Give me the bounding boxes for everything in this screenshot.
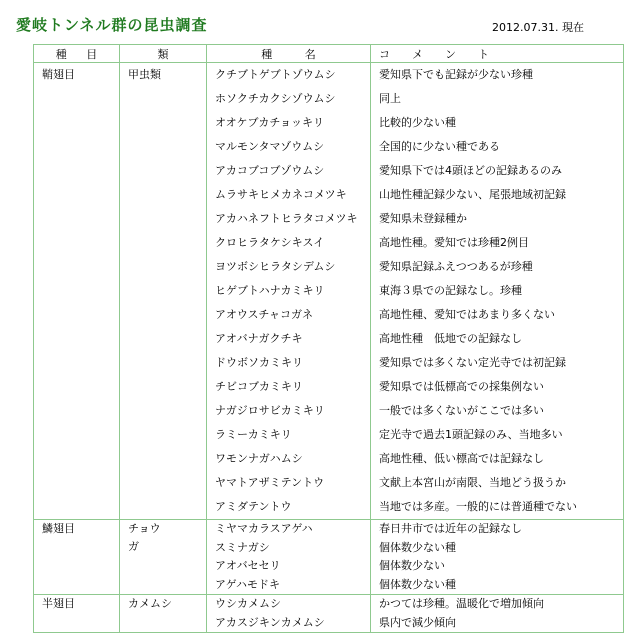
date-stamp: 2012.07.31. 現在 [492,21,584,34]
species-comment: 一般では多くないがここでは多い [379,404,544,417]
species-comment: 高地性種、愛知ではあまり多くない [379,308,555,321]
header-comment-char: ン [445,47,456,61]
species-comment: 定光寺で過去1頭記録のみ、当地多い [379,428,563,441]
comment-cell [371,520,624,595]
table-group-row [34,520,624,595]
species-cell [207,595,371,633]
header-comment-char: メ [412,47,423,61]
table-group-row [34,595,624,633]
species-comment: 愛知県未登録種か [379,212,467,225]
species-name: クロヒラタケシキスイ [215,236,325,249]
species-name: アミダテントウ [215,500,292,513]
insect-survey-table [33,44,624,633]
species-comment: 愛知県では低標高での採集例ない [379,380,544,393]
species-name: アオウスチャコガネ [215,308,314,321]
type-label: ガ [128,539,139,553]
table-group-row [34,63,624,520]
order-cell [34,595,120,633]
species-comment: 個体数少ない種 [379,540,456,554]
species-comment: 文献上本宮山が南限、当地どう扱うか [379,476,566,489]
header-comment [371,45,624,63]
order-label: 半翅目 [42,597,75,610]
species-comment: 同上 [379,92,401,105]
species-comment: 高地性種 低地での記録なし [379,332,522,345]
header-species-char: 種 [261,47,273,61]
species-name: アカコブコブゾウムシ [215,164,325,177]
species-name: クチブトゲブトゾウムシ [215,68,336,81]
species-name: ウシカメムシ [215,597,281,610]
header-species [207,45,371,63]
species-name: ワモンナガハムシ [215,452,303,465]
type-cell [120,63,207,520]
species-name: ナガジロサビカミキリ [215,404,325,417]
header-type [120,45,207,63]
species-comment: 愛知県下では4頭ほどの記録あるのみ [379,164,562,177]
species-name: アゲハモドキ [215,577,281,591]
header-type-char: 類 [157,47,169,61]
header-order [34,45,120,63]
species-comment: 春日井市では近年の記録なし [379,522,522,535]
species-comment: 愛知県下でも記録が少ない珍種 [379,68,533,81]
species-comment: 全国的に少ない種である [379,140,500,153]
species-name: チビコブカミキリ [215,380,303,393]
species-name: ラミーカミキリ [215,428,292,441]
species-cell [207,520,371,595]
order-cell [34,520,120,595]
species-comment: 高地性種、低い標高では記録なし [379,452,544,465]
species-comment: 東海３県での記録なし。珍種 [379,284,522,297]
species-cell [207,63,371,520]
species-name: ヒゲブトハナカミキリ [215,284,325,297]
header-comment-char: コ [379,47,390,61]
species-name: ヨツボシヒラタシデムシ [215,260,336,273]
type-label: チョウ [128,522,161,535]
header-comment-char: ト [478,47,489,61]
header-order-char: 種 [55,47,67,61]
header-row [34,45,624,63]
type-cell [120,520,207,595]
species-comment: 個体数少ない種 [379,577,456,591]
species-comment: 愛知県では多くない定光寺では初記録 [379,356,566,369]
species-name: アカスジキンカメムシ [215,615,325,629]
order-label: 鱗翅目 [42,522,75,535]
species-comment: かつては珍種。温暖化で増加傾向 [379,597,544,610]
species-name: ムラサキヒメカネコメツキ [215,188,347,201]
species-name: アカハネフトヒラタコメツキ [215,212,358,225]
species-name: オオケブカチョッキリ [215,116,325,129]
header-species-char: 名 [304,47,316,61]
order-label: 鞘翅目 [42,68,75,81]
species-comment: 当地では多産。一般的には普通種でない [379,500,577,513]
species-name: アオバナガクチキ [215,332,303,345]
species-name: ミヤマカラスアゲハ [215,522,313,535]
type-cell [120,595,207,633]
header-order-char: 目 [86,47,98,61]
species-name: マルモンタマゾウムシ [215,140,325,153]
order-cell [34,63,120,520]
species-name: アオバセセリ [215,559,281,572]
page-title: 愛岐トンネル群の昆虫調査 [16,16,208,34]
species-comment: 愛知県記録ふえつつあるが珍種 [379,260,533,273]
species-name: ヤマトアザミテントウ [215,476,325,489]
species-comment: 個体数少ない [379,559,445,572]
type-label: カメムシ [128,597,172,610]
comment-cell [371,595,624,633]
species-comment: 高地性種。愛知では珍種2例目 [379,236,529,249]
species-name: スミナガシ [215,540,270,554]
species-comment: 比較的少ない種 [379,116,456,129]
species-comment: 山地性種記録少ない、尾張地域初記録 [379,188,566,201]
species-name: ドウボソカミキリ [215,356,303,369]
comment-cell [371,63,624,520]
species-comment: 県内で減少傾向 [379,615,456,629]
type-label: 甲虫類 [128,68,161,81]
species-name: ホソクチカクシゾウムシ [215,92,336,105]
